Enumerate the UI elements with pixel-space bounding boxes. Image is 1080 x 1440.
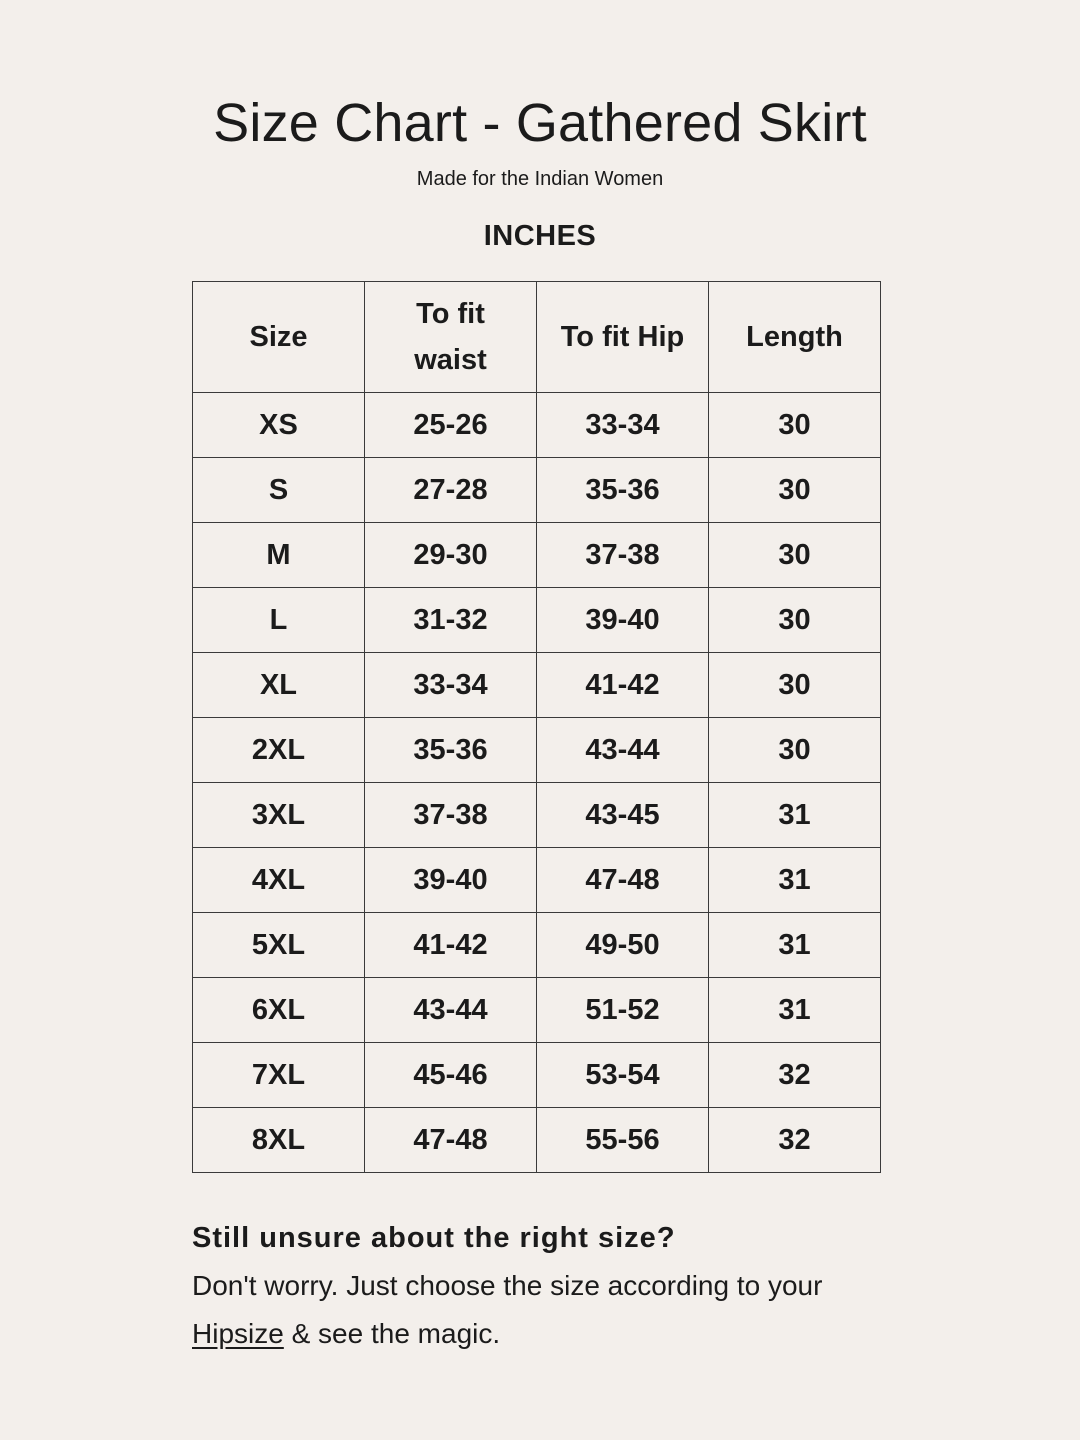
length-cell: 32 (709, 1043, 881, 1108)
size-cell: XS (193, 393, 365, 458)
table-row (193, 913, 881, 978)
hip-cell: 43-45 (537, 783, 709, 848)
hip-cell: 39-40 (537, 588, 709, 653)
length-cell: 30 (709, 458, 881, 523)
column-header-waist (365, 282, 537, 393)
hip-cell: 41-42 (537, 653, 709, 718)
page-subtitle: Made for the Indian Women (416, 168, 664, 190)
help-text-start: Don't worry. Just choose the size according to your (192, 1270, 823, 1301)
table-row (193, 783, 881, 848)
length-cell: 32 (709, 1108, 881, 1173)
length-cell: 30 (709, 523, 881, 588)
length-cell: 31 (709, 913, 881, 978)
page-title: Size Chart - Gathered Skirt (213, 93, 867, 153)
hip-cell: 55-56 (537, 1108, 709, 1173)
table-row (193, 1108, 881, 1173)
size-cell: XL (193, 653, 365, 718)
table-row (193, 978, 881, 1043)
size-cell: 5XL (193, 913, 365, 978)
hip-cell: 35-36 (537, 458, 709, 523)
column-header-length: Length (709, 282, 881, 393)
waist-cell: 47-48 (365, 1108, 537, 1173)
waist-cell: 45-46 (365, 1043, 537, 1108)
waist-cell: 37-38 (365, 783, 537, 848)
size-cell: S (193, 458, 365, 523)
length-cell: 30 (709, 393, 881, 458)
size-cell: 7XL (193, 1043, 365, 1108)
help-text (192, 1262, 912, 1358)
waist-cell: 25-26 (365, 393, 537, 458)
length-cell: 30 (709, 653, 881, 718)
hip-cell: 43-44 (537, 718, 709, 783)
hip-cell: 51-52 (537, 978, 709, 1043)
size-cell: 8XL (193, 1108, 365, 1173)
table-row (193, 458, 881, 523)
size-table-body (193, 393, 881, 1173)
table-row (193, 588, 881, 653)
waist-cell: 31-32 (365, 588, 537, 653)
waist-cell: 33-34 (365, 653, 537, 718)
length-cell: 31 (709, 783, 881, 848)
size-cell: M (193, 523, 365, 588)
hip-cell: 33-34 (537, 393, 709, 458)
hip-cell: 47-48 (537, 848, 709, 913)
length-cell: 30 (709, 588, 881, 653)
table-row (193, 1043, 881, 1108)
waist-cell: 35-36 (365, 718, 537, 783)
table-row (193, 523, 881, 588)
length-cell: 30 (709, 718, 881, 783)
size-cell: 3XL (193, 783, 365, 848)
waist-cell: 43-44 (365, 978, 537, 1043)
size-table (192, 281, 881, 1173)
column-header-hip: To fit Hip (537, 282, 709, 393)
length-cell: 31 (709, 978, 881, 1043)
table-row (193, 393, 881, 458)
hip-cell: 37-38 (537, 523, 709, 588)
waist-cell: 29-30 (365, 523, 537, 588)
help-text-end: & see the magic. (283, 1318, 501, 1349)
help-heading: Still unsure about the right size? (192, 1222, 676, 1254)
length-cell: 31 (709, 848, 881, 913)
size-cell: 4XL (193, 848, 365, 913)
size-cell: 2XL (193, 718, 365, 783)
size-cell: L (193, 588, 365, 653)
waist-cell: 41-42 (365, 913, 537, 978)
table-header-row (193, 282, 881, 393)
hip-cell: 49-50 (537, 913, 709, 978)
unit-label: INCHES (483, 220, 597, 252)
table-row (193, 653, 881, 718)
table-row (193, 848, 881, 913)
waist-cell: 39-40 (365, 848, 537, 913)
size-cell: 6XL (193, 978, 365, 1043)
column-header-size: Size (193, 282, 365, 393)
table-row (193, 718, 881, 783)
hip-cell: 53-54 (537, 1043, 709, 1108)
column-header-waist-label: To fit waist (414, 298, 487, 376)
hipsize-link[interactable]: Hipsize (192, 1318, 284, 1349)
waist-cell: 27-28 (365, 458, 537, 523)
